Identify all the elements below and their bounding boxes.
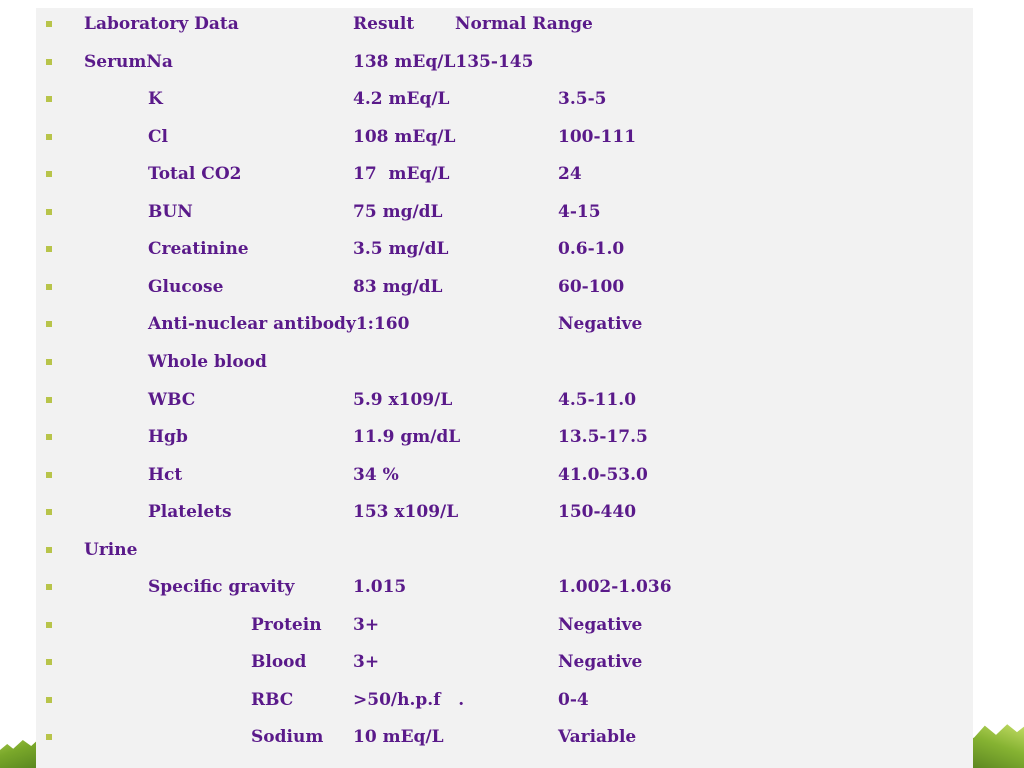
bullet-icon	[46, 171, 52, 177]
table-row	[36, 646, 973, 684]
bullet-icon	[46, 584, 52, 590]
table-row	[36, 384, 973, 422]
row-label: SerumNa	[84, 51, 173, 72]
bullet-icon	[46, 21, 52, 27]
row-result: >50/h.p.f .	[353, 689, 465, 710]
row-label: K	[148, 89, 163, 110]
table-row	[36, 571, 973, 609]
row-normal-range: 4-15	[558, 201, 601, 222]
row-result: 3+	[353, 614, 380, 635]
table-row	[36, 346, 973, 384]
row-normal-range: 3.5-5	[558, 89, 607, 110]
row-result: 34 %	[353, 464, 399, 485]
bullet-icon	[46, 209, 52, 215]
row-result: 5.9 x109/L	[353, 389, 453, 410]
bullet-icon	[46, 96, 52, 102]
row-normal-range: 24	[558, 164, 582, 185]
row-label: Glucose	[148, 276, 224, 297]
row-normal-range: 150-440	[558, 502, 637, 523]
row-result: 153 x109/L	[353, 502, 459, 523]
row-normal-range: Negative	[558, 652, 643, 673]
row-result: 75 mg/dL	[353, 201, 443, 222]
row-result: 3+	[353, 652, 380, 673]
row-result: Result	[353, 14, 415, 34]
table-row	[36, 271, 973, 309]
bullet-icon	[46, 472, 52, 478]
row-label: RBC	[251, 689, 294, 710]
table-row	[36, 684, 973, 722]
row-normal-range: 100-111	[558, 126, 637, 147]
bullet-icon	[46, 246, 52, 252]
row-result: 83 mg/dL	[353, 276, 443, 297]
row-normal-range: 0-4	[558, 689, 589, 710]
row-label: WBC	[148, 389, 196, 410]
row-normal-range: 13.5-17.5	[558, 427, 648, 448]
bullet-icon	[46, 434, 52, 440]
row-label: BUN	[148, 201, 193, 222]
row-result: 10 mEq/L	[353, 727, 444, 748]
table-row	[36, 721, 973, 759]
table-row	[36, 158, 973, 196]
bullet-icon	[46, 622, 52, 628]
bullet-icon	[46, 59, 52, 65]
row-normal-range: Negative	[558, 614, 643, 635]
row-normal-range: 1.002-1.036	[558, 577, 672, 598]
table-row	[36, 496, 973, 534]
row-label: Blood	[251, 652, 307, 673]
table-row	[36, 121, 973, 159]
table-row	[36, 534, 973, 572]
bullet-icon	[46, 321, 52, 327]
row-label: Specific gravity	[148, 577, 295, 598]
row-label: Hgb	[148, 427, 188, 448]
bullet-icon	[46, 359, 52, 365]
row-label: Creatinine	[148, 239, 249, 260]
row-label: Platelets	[148, 502, 232, 523]
bullet-icon	[46, 734, 52, 740]
row-normal-range: 60-100	[558, 276, 625, 297]
bullet-icon	[46, 284, 52, 290]
row-result: 11.9 gm/dL	[353, 427, 461, 448]
row-result: 3.5 mg/dL	[353, 239, 449, 260]
table-row	[36, 609, 973, 647]
row-normal-range: Normal Range	[455, 14, 593, 34]
row-result: 108 mEq/L	[353, 126, 456, 147]
row-result: 17 mEq/L	[353, 164, 450, 185]
row-label: Cl	[148, 126, 168, 147]
row-normal-range: Negative	[558, 314, 643, 335]
bullet-icon	[46, 134, 52, 140]
row-result: 1.015	[353, 577, 407, 598]
table-row	[36, 233, 973, 271]
table-row	[36, 421, 973, 459]
bullet-icon	[46, 509, 52, 515]
row-label: Laboratory Data	[84, 14, 239, 34]
row-label: Urine	[84, 539, 138, 560]
row-label: Whole blood	[148, 351, 267, 372]
row-label: Hct	[148, 464, 183, 485]
table-row	[36, 196, 973, 234]
row-label: Total CO2	[148, 164, 242, 185]
bullet-icon	[46, 697, 52, 703]
row-result: 4.2 mEq/L	[353, 89, 450, 110]
table-row	[36, 459, 973, 497]
row-normal-range: Variable	[558, 727, 637, 748]
table-row	[36, 83, 973, 121]
table-row	[36, 46, 973, 84]
row-label: Anti-nuclear antibody1:160	[148, 314, 410, 335]
row-normal-range: 0.6-1.0	[558, 239, 625, 260]
bullet-icon	[46, 397, 52, 403]
bullet-icon	[46, 547, 52, 553]
row-result: 138 mEq/L135-145	[353, 51, 534, 72]
lab-data-panel	[36, 8, 973, 768]
row-normal-range: 41.0-53.0	[558, 464, 648, 485]
table-header-row	[36, 8, 973, 46]
row-label: Protein	[251, 614, 322, 635]
row-normal-range: 4.5-11.0	[558, 389, 637, 410]
bullet-icon	[46, 659, 52, 665]
row-label: Sodium	[251, 727, 324, 748]
table-row	[36, 308, 973, 346]
